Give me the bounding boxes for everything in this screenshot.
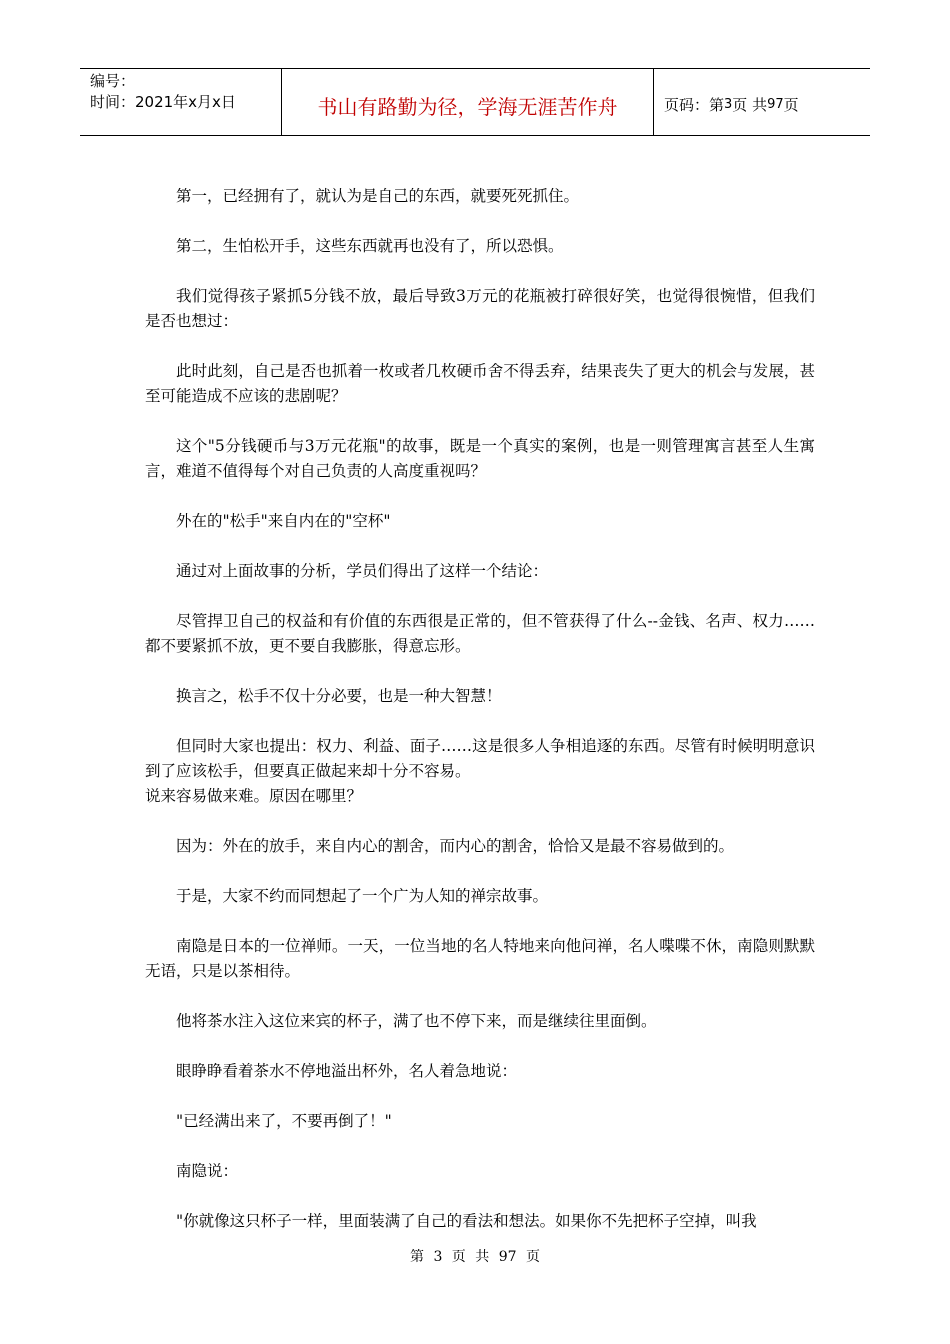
paragraph: 但同时大家也提出：权力、利益、面子……这是很多人争相追逐的东西。尽管有时候明明意识到了应该松手，但要真正做起来却十分不容易。 (145, 737, 815, 780)
quote: "已经满出来了，不要再倒了！" (176, 1112, 392, 1130)
document-body (145, 184, 815, 1234)
paragraph: 眼睁睁看着茶水不停地溢出杯外，名人着急地说： (176, 1062, 518, 1080)
paragraph: 此时此刻，自己是否也抓着一枚或者几枚硬币舍不得丢弃，结果丧失了更大的机会与发展，甚至可能造成不应该的悲剧呢？ (145, 362, 815, 405)
page-total: 97 (767, 96, 784, 112)
quote: "你就像这只杯子一样，里面装满了自己的看法和想法。如果你不先把杯子空掉，叫我 (176, 1212, 757, 1230)
paragraph: 他将茶水注入这位来宾的杯子，满了也不停下来，而是继续往里面倒。 (176, 1012, 657, 1030)
paragraph: 因为：外在的放手，来自内心的割舍，而内心的割舍，恰恰又是最不容易做到的。 (176, 837, 735, 855)
paragraph: 第二，生怕松开手，这些东西就再也没有了，所以恐惧。 (176, 237, 564, 255)
paragraph: 于是，大家不约而同想起了一个广为人知的禅宗故事。 (176, 887, 549, 905)
paragraph: 换言之，松手不仅十分必要，也是一种大智慧！ (176, 687, 502, 705)
section-heading: 外在的"松手"来自内在的"空杯" (176, 512, 391, 530)
document-date: 时间：2021年x月x日 (90, 93, 236, 111)
page-middle: 页 共 (732, 95, 768, 114)
header-motto: 书山有路勤为径，学海无涯苦作舟 (282, 69, 654, 135)
page-footer: 第 3 页 共 97 页 (410, 1249, 540, 1265)
header-page-info (654, 69, 870, 135)
page-current: 3 (724, 96, 733, 112)
page-prefix: 页码：第 (664, 95, 725, 114)
document-number-label: 编号： (90, 72, 136, 90)
document-header (80, 68, 870, 136)
paragraph: 我们觉得孩子紧抓5分钱不放，最后导致3万元的花瓶被打碎很好笑，也觉得很惋惜，但我们是否也想过： (145, 287, 815, 330)
paragraph: 通过对上面故事的分析，学员们得出了这样一个结论： (176, 562, 549, 580)
paragraph: 尽管捍卫自己的权益和有价值的东西很是正常的，但不管获得了什么--金钱、名声、权力……都不要紧抓不放，更不要自我膨胀，得意忘形。 (145, 612, 815, 655)
paragraph: 说来容易做来难。原因在哪里？ (145, 787, 363, 805)
header-meta (80, 69, 282, 135)
paragraph: 南隐是日本的一位禅师。一天，一位当地的名人特地来向他问禅，名人喋喋不休，南隐则默默无语，只是以茶相待。 (145, 937, 815, 980)
paragraph: 第一，已经拥有了，就认为是自己的东西，就要死死抓住。 (176, 187, 580, 205)
page-suffix: 页 (783, 95, 799, 114)
paragraph: 南隐说： (176, 1162, 239, 1180)
paragraph: 这个"5分钱硬币与3万元花瓶"的故事，既是一个真实的案例，也是一则管理寓言甚至人生寓言，难道不值得每个对自己负责的人高度重视吗？ (145, 437, 815, 480)
